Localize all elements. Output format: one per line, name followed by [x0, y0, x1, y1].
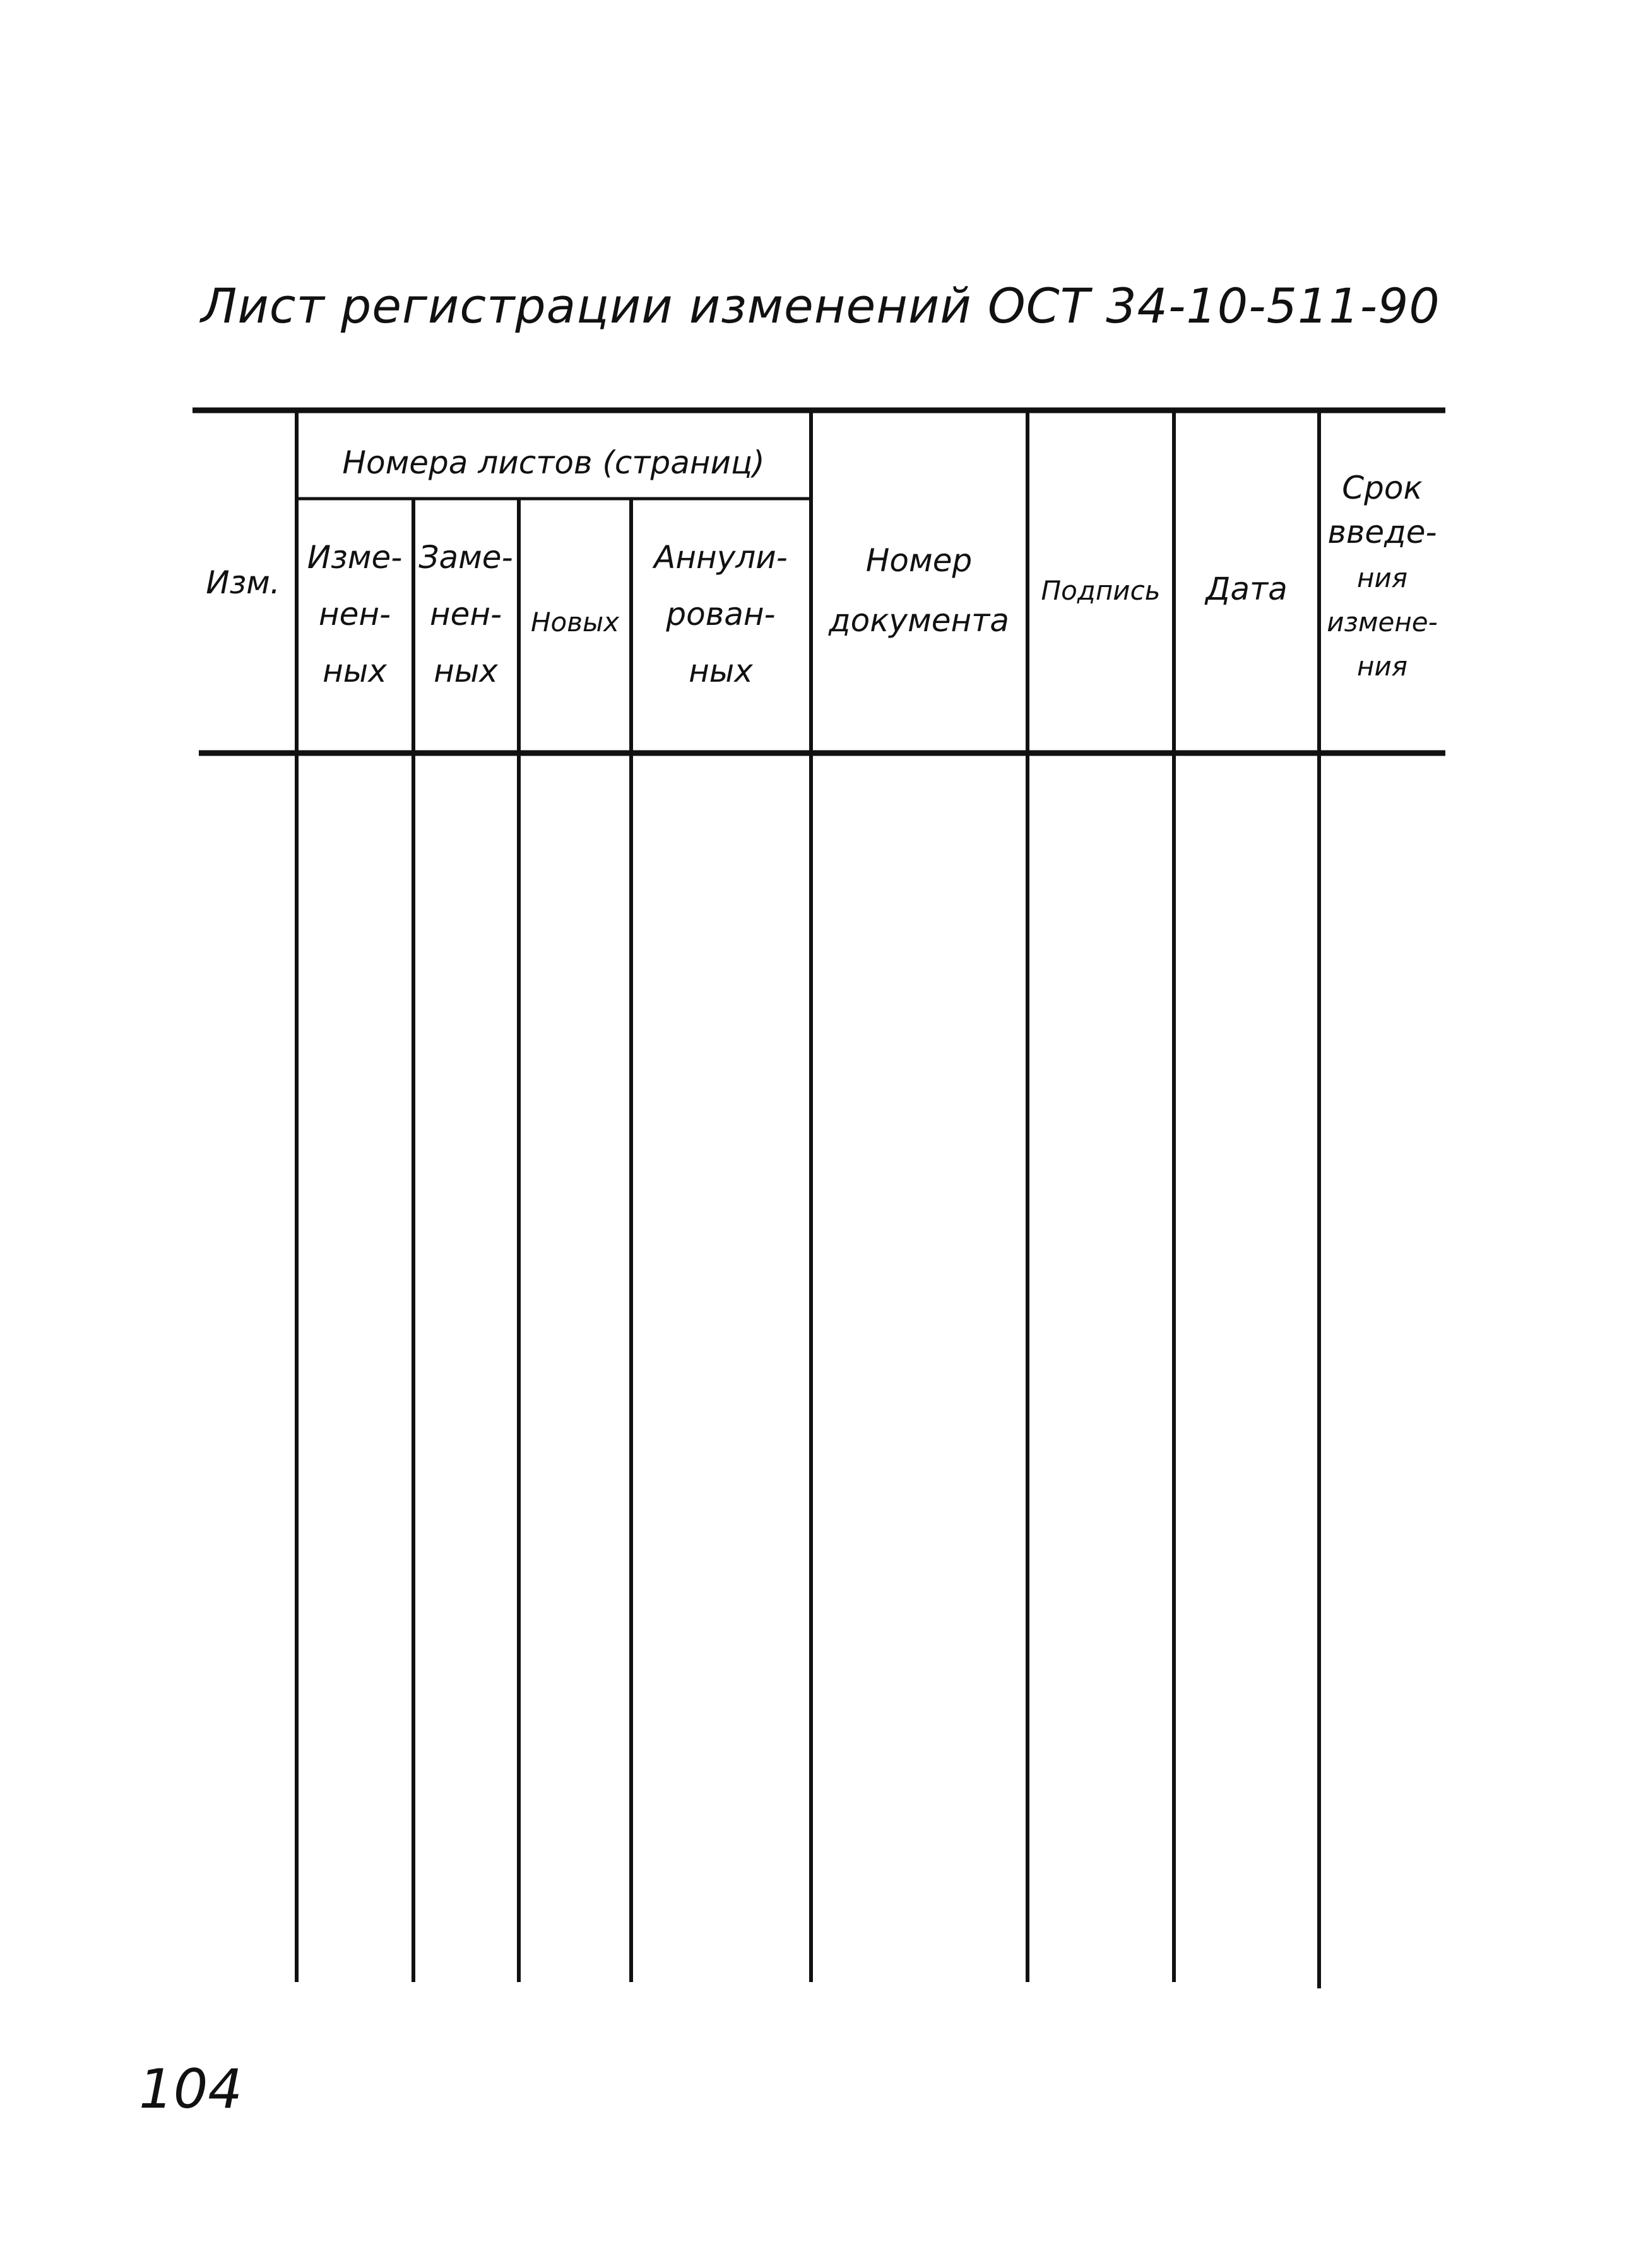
header-annulled-1: Аннули- [654, 539, 788, 576]
header-changed-2: нен- [318, 596, 391, 632]
header-date: Дата [1206, 571, 1288, 607]
header-deadline-1: Срок [1342, 470, 1423, 506]
header-deadline-2: введе- [1327, 514, 1437, 550]
header-deadline-5: ния [1356, 651, 1408, 682]
header-sheet-numbers-group: Номера листов (страниц) [342, 444, 765, 481]
header-doc-number-1: Номер [865, 542, 973, 579]
header-new: Новых [530, 607, 620, 638]
page-title: Лист регистрации изменений ОСТ 34-10-511-90 [201, 278, 1440, 334]
header-replaced-3: ных [434, 653, 498, 689]
header-replaced-1: Заме- [418, 539, 513, 576]
header-annulled-2: рован- [666, 596, 776, 632]
page-number: 104 [139, 2058, 243, 2121]
header-signature: Подпись [1041, 575, 1161, 606]
header-izm: Изм. [206, 564, 280, 601]
header-replaced-2: нен- [429, 596, 502, 632]
header-changed-3: ных [323, 653, 387, 689]
header-deadline-4: измене- [1327, 607, 1438, 638]
header-changed-1: Изме- [307, 539, 403, 576]
header-doc-number-2: документа [829, 602, 1009, 639]
header-annulled-3: ных [689, 653, 753, 689]
header-deadline-3: ния [1356, 562, 1408, 593]
